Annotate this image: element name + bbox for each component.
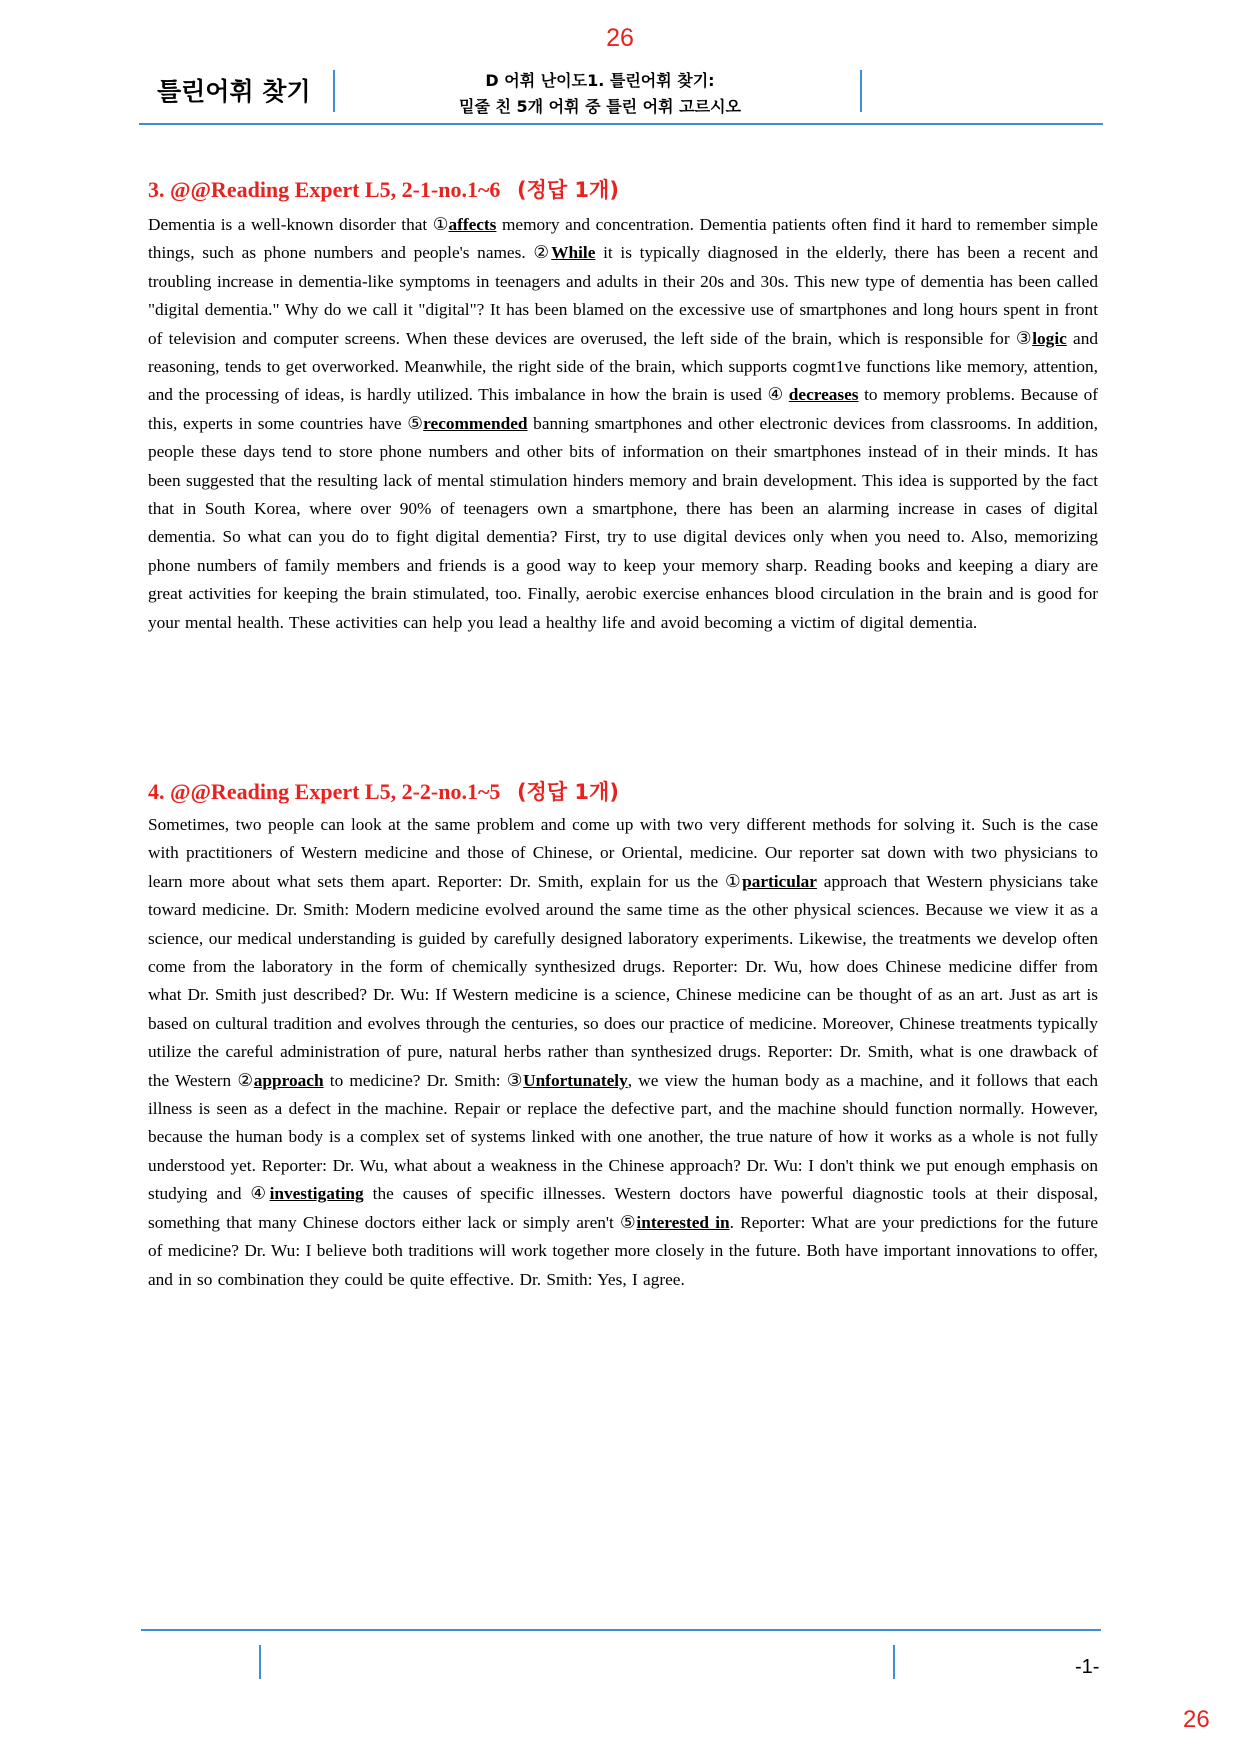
section-4-source: 4. @@Reading Expert L5, 2-2-no.1~5 (148, 779, 501, 804)
underlined-vocab-word: interested in (636, 1212, 730, 1232)
header-title: 틀린어휘 찾기 (157, 77, 311, 106)
underlined-vocab-word: Unfortunately (523, 1070, 628, 1090)
footer-divider-right (893, 1645, 895, 1679)
passage-text: and reasoning, tends to get overworked. Meanwhile, the right side of the brain, which supports cogmt1ve functions like memory, attention, and the processing of ideas, is hardly utilized. This imbalance in how the brain is used ④ (148, 328, 1098, 405)
header-rule (139, 123, 1103, 125)
section-3-passage (148, 211, 1098, 637)
passage-text: Dementia is a well-known disorder that ① (148, 215, 449, 234)
underlined-vocab-word: particular (742, 871, 817, 891)
passage-text: to memory problems. Because of this, experts in some countries have ⑤ (148, 385, 1098, 433)
header-subtitle-line2: 밑줄 친 5개 어휘 중 틀린 어휘 고르시오 (459, 97, 741, 116)
section-4-title (148, 776, 1098, 806)
section-3-source: 3. @@Reading Expert L5, 2-1-no.1~6 (148, 177, 501, 202)
footer-page-label: -1- (1075, 1656, 1100, 1678)
passage-text: to medicine? Dr. Smith: ③ (323, 1070, 524, 1090)
underlined-vocab-word: investigating (269, 1184, 364, 1204)
underlined-vocab-word: approach (253, 1070, 324, 1090)
header-divider-right (860, 70, 862, 112)
passage-text: banning smartphones and other electronic devices from classrooms. In addition, people these days tend to store phone numbers and other bits of information on their smartphones instead of in their minds. It has been suggested that the resulting lack of mental stimulation hinders memory and brain development. This idea is supported by the fact that in South Korea, where over 90% of teenagers own a smartphone, there has been an alarming increase in cases of digital dementia. So what can you do to fight digital dementia? First, try to use digital devices only when you need to. Also, memorizing phone numbers of family members and friends is a good way to keep your memory sharp. Reading books and keeping a diary are great activities for keeping the brain stimulated, too. Finally, aerobic exercise enhances blood circulation in the brain and is good for your mental health. These activities can help you lead a healthy life and avoid becoming a victim of digital dementia. (148, 413, 1098, 632)
passage-text: , we view the human body as a machine, and it follows that each illness is seen as a defect in the machine. Repair or replace the defective part, and the machine should function normally. However, because the human body is a complex set of systems linked with one another, the true nature of how it works as a whole is not fully understood yet. Reporter: Dr. Wu, what about a weakness in the Chinese approach? Dr. Wu: I don't think we put enough emphasis on studying and ④ (148, 1070, 1098, 1204)
page-number-bottom: 26 (1183, 1706, 1210, 1733)
section-4-answer-count: (정답 1개) (516, 780, 619, 804)
underlined-vocab-word: logic (1032, 328, 1067, 348)
underlined-vocab-word: decreases (788, 385, 859, 405)
header-subtitle-line1: D 어휘 난이도1. 틀린어휘 찾기: (485, 71, 715, 90)
underlined-vocab-word: While (551, 243, 596, 263)
section-3-answer-count: (정답 1개) (516, 178, 619, 202)
underlined-vocab-word: recommended (423, 413, 528, 433)
passage-text: Sometimes, two people can look at the same problem and come up with two very different methods for solving it. Such is the case with practitioners of Western medicine and those of Chinese, or Oriental, medicine. Our reporter sat down with two physicians to learn more about what sets them apart. Reporter: Dr. Smith, explain for us the ① (148, 815, 1098, 891)
section-4-passage (148, 811, 1098, 1294)
passage-text: approach that Western physicians take toward medicine. Dr. Smith: Modern medicine evolved around the same time as the other physical sciences. Because we view it as a science, our medical understanding is guided by carefully designed laboratory experiments. Likewise, the treatments we develop often come from the laboratory in the form of chemically synthesized drugs. Reporter: Dr. Wu, how does Chinese medicine differ from what Dr. Smith just described? Dr. Wu: If Western medicine is a science, Chinese medicine can be thought of as an art. Just as art is based on cultural tradition and evolves through the centuries, so does our practice of medicine. Moreover, Chinese treatments typically utilize the careful administration of pure, natural herbs rather than synthesized drugs. Reporter: Dr. Smith, what is one drawback of the Western ② (148, 871, 1098, 1090)
header-divider-left (333, 70, 335, 112)
underlined-vocab-word: affects (448, 215, 497, 234)
section-3-title (148, 174, 1098, 204)
passage-text: memory and concentration. Dementia patients often find it hard to remember simple things, such as phone numbers and people's names. ② (148, 215, 1098, 263)
footer-divider-left (259, 1645, 261, 1679)
passage-text: . Reporter: What are your predictions for the future of medicine? Dr. Wu: I believe both traditions will work together more closely in the future. Both have important innovations to offer, and in so combination they could be quite effective. Dr. Smith: Yes, I agree. (148, 1212, 1098, 1289)
footer-rule (141, 1629, 1101, 1631)
passage-text: the causes of specific illnesses. Western doctors have powerful diagnostic tools at their disposal, something that many Chinese doctors either lack or simply aren't ⑤ (148, 1184, 1098, 1232)
page-number-top: 26 (606, 24, 634, 52)
passage-text: it is typically diagnosed in the elderly, there has been a recent and troubling increase in dementia-like symptoms in teenagers and adults in their 20s and 30s. This new type of dementia has been called "digital dementia." Why do we call it "digital"? It has been blamed on the excessive use of smartphones and long hours spent in front of television and computer screens. When these devices are overused, the left side of the brain, which is responsible for ③ (148, 243, 1098, 348)
